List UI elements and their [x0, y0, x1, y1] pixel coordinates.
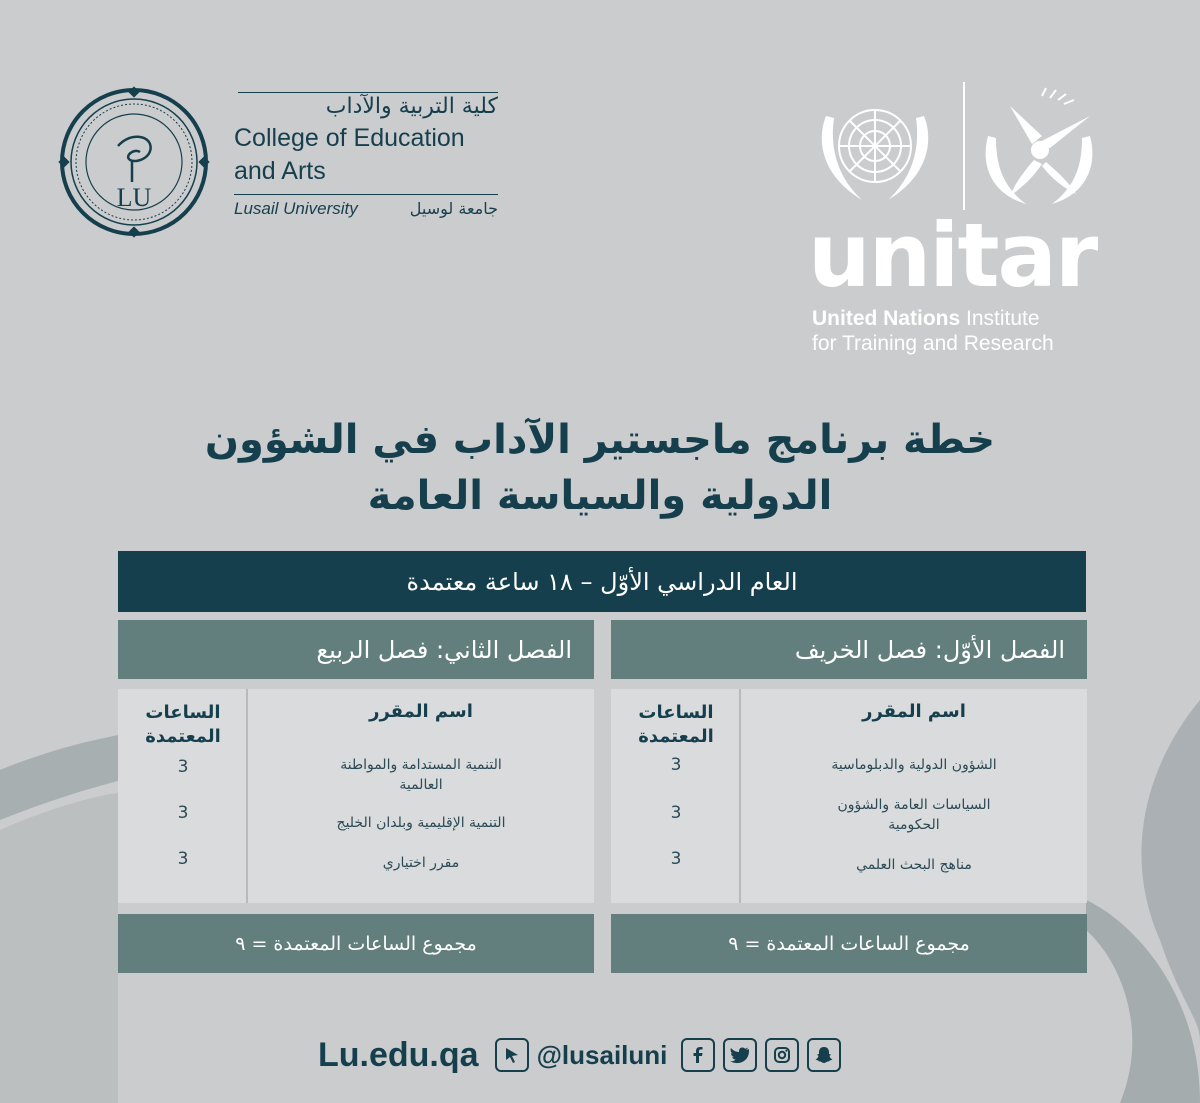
college-name-arabic: كلية التربية والآداب: [325, 94, 498, 119]
credit-hours-header: [611, 701, 741, 749]
course-name: التنمية الإقليمية وبلدان الخليج: [336, 815, 506, 831]
semester-2-course-table: [118, 689, 594, 903]
semester-2-total: مجموع الساعات المعتمدة = ٩: [118, 914, 594, 973]
credit-hours-header-line2: المعتمدة: [638, 726, 714, 747]
footer: [318, 1030, 841, 1080]
college-logo-text: [234, 92, 498, 219]
social-handle-link[interactable]: @lusailuni: [536, 1039, 668, 1070]
course-name: الشؤون الدولية والدبلوماسية: [831, 757, 997, 773]
university-name-arabic: جامعة لوسيل: [409, 199, 498, 218]
course-hours: 3: [177, 757, 189, 777]
divider: [234, 194, 498, 195]
semester-2-heading: الفصل الثاني: فصل الربيع: [118, 620, 594, 679]
unitar-emblem-icon: [980, 86, 1098, 208]
title-line-2: الدولية والسياسة العامة: [367, 473, 833, 519]
semester-1-total: مجموع الساعات المعتمدة = ٩: [611, 914, 1087, 973]
course-name: مقرر اختياري: [382, 855, 460, 871]
course-name: التنمية المستدامة والمواطنة العالمية: [340, 757, 502, 793]
credit-hours-header-line2: المعتمدة: [145, 726, 221, 747]
cursor-icon: [495, 1038, 529, 1072]
divider: [238, 92, 498, 93]
credit-hours-header-line1: الساعات: [638, 702, 714, 723]
university-name-english: Lusail University: [234, 199, 358, 218]
snapchat-icon[interactable]: [807, 1038, 841, 1072]
un-emblem-icon: [812, 96, 938, 206]
facebook-icon[interactable]: [681, 1038, 715, 1072]
website-link[interactable]: Lu.edu.qa: [318, 1035, 479, 1074]
course-hours: 3: [670, 803, 682, 823]
course-name-header: اسم المقرر: [369, 701, 473, 722]
semester-1-course-table: [611, 689, 1087, 903]
course-name: السياسات العامة والشؤون الحكومية: [837, 797, 991, 833]
course-hours: 3: [670, 755, 682, 775]
divider: [963, 82, 965, 210]
unitar-subtitle-line2: for Training and Research: [812, 332, 1054, 355]
unitar-subtitle-rest: Institute: [960, 307, 1040, 330]
course-hours: 3: [177, 849, 189, 869]
course-name: مناهج البحث العلمي: [856, 857, 972, 873]
academic-year-bar: العام الدراسي الأوّل – ١٨ ساعة معتمدة: [118, 551, 1086, 612]
instagram-icon[interactable]: [765, 1038, 799, 1072]
credit-hours-header-line1: الساعات: [145, 702, 221, 723]
college-name-english: College of Education and Arts: [234, 124, 465, 185]
unitar-subtitle-bold: United Nations: [812, 307, 961, 330]
seal-letters: LU: [116, 183, 152, 212]
credit-hours-header: [118, 701, 248, 749]
course-hours: 3: [177, 803, 189, 823]
semester-1-heading: الفصل الأوّل: فصل الخريف: [611, 620, 1087, 679]
lusail-university-seal: [58, 86, 210, 238]
unitar-subtitle: [812, 306, 1112, 356]
twitter-icon[interactable]: [723, 1038, 757, 1072]
course-hours: 3: [670, 849, 682, 869]
page-title: [130, 412, 1070, 524]
course-name-header: اسم المقرر: [862, 701, 966, 722]
unitar-wordmark: unitar: [808, 204, 1097, 307]
title-line-1: خطة برنامج ماجستير الآداب في الشؤون: [204, 417, 996, 463]
